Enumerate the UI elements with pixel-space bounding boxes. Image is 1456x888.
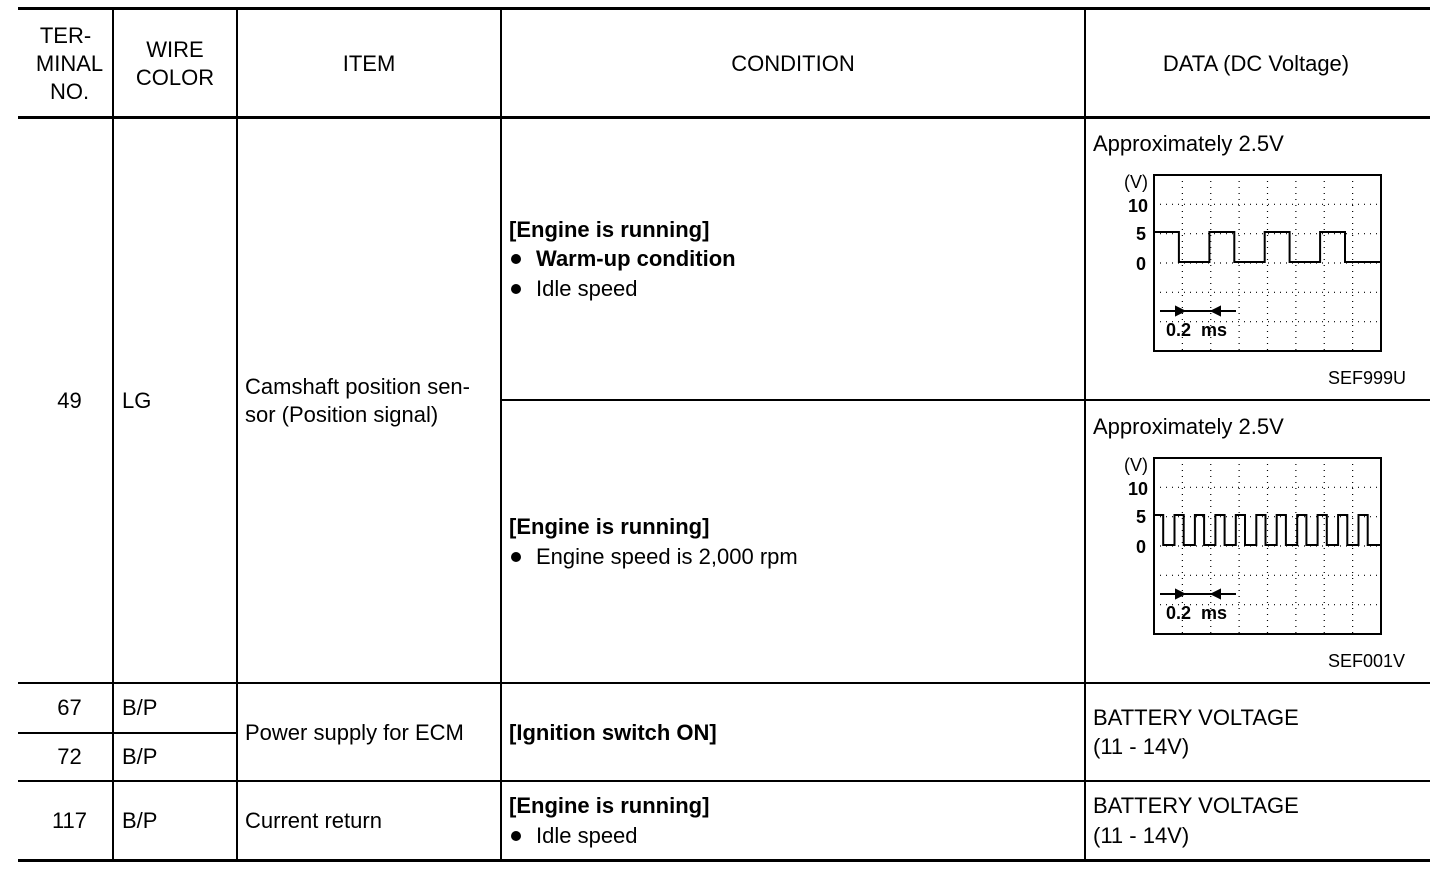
condition-heading: [Engine is running] [509,514,710,539]
oscilloscope-waveform [1110,170,1390,360]
figure-code: SEF999U [1328,368,1407,388]
wire-72: B/P [122,744,158,769]
row72-bottom-rule [18,780,1430,782]
data-text: Approximately 2.5V [1093,414,1284,439]
scope-tick-0: 0 [1136,254,1147,274]
scope-tick-0: 0 [1136,537,1147,557]
oscilloscope-waveform [1110,453,1390,643]
scope-tick-5: 5 [1136,507,1147,527]
scope-tick-5: 5 [1136,224,1147,244]
scope-time-label: 0.2 ms [1166,320,1228,340]
condition-bullet: Idle speed [536,276,638,301]
wire-67: B/P [122,695,158,720]
col-rule-3 [500,8,502,861]
scope-tick-10: 10 [1128,479,1149,499]
scope-unit-label: (V) [1124,455,1148,475]
item-current-return: Current return [245,808,382,833]
scope-unit-label: (V) [1124,172,1148,192]
condition-heading: [Engine is running] [509,793,710,818]
header-item: ITEM [342,51,396,76]
wire-49: LG [122,388,152,413]
time-scale-arrow [1160,307,1236,315]
header-wire-line2: COLOR [135,65,215,90]
bullet-icon [511,254,521,264]
row49-bottom-rule [18,682,1430,684]
time-scale-arrow [1160,590,1236,598]
header-terminal-line1: TER- [39,23,92,48]
header-data: DATA (DC Voltage) [1162,51,1350,76]
condition-bullet: Idle speed [536,823,638,848]
condition-bullet: Engine speed is 2,000 rpm [536,544,798,569]
data-line1: BATTERY VOLTAGE [1093,705,1299,730]
bullet-icon [511,831,521,841]
scope-tick-10: 10 [1128,196,1149,216]
terminal-117: 117 [51,808,88,833]
row49-split-rule [501,399,1430,401]
bullet-icon [511,284,521,294]
terminal-67: 67 [57,695,82,720]
header-wire-line1: WIRE [146,37,204,62]
condition-bullet: Warm-up condition [536,246,736,271]
terminal-49: 49 [57,388,82,413]
item-49-line1: Camshaft position sen- [245,374,470,399]
wire-117: B/P [122,808,158,833]
data-line2: (11 - 14V) [1093,823,1190,848]
item-49-line2: sor (Position signal) [245,402,439,427]
figure-code: SEF001V [1328,651,1406,671]
data-text: Approximately 2.5V [1093,131,1284,156]
header-bottom-rule [18,116,1430,119]
col-rule-4 [1084,8,1086,861]
header-condition: CONDITION [731,51,855,76]
col-rule-2 [236,8,238,861]
data-line1: BATTERY VOLTAGE [1093,793,1299,818]
item-power-supply: Power supply for ECM [245,720,464,745]
bullet-icon [511,552,521,562]
col-rule-1 [112,8,114,861]
row67-split-rule [18,732,236,734]
terminal-72: 72 [57,744,82,769]
header-terminal-line3: NO. [49,79,90,104]
header-terminal-line2: MINAL [35,51,104,76]
table-bottom-rule [18,859,1430,862]
scope-time-label: 0.2 ms [1166,603,1228,623]
condition-heading: [Ignition switch ON] [509,720,717,745]
data-line2: (11 - 14V) [1093,734,1190,759]
table-top-rule [18,7,1430,10]
condition-heading: [Engine is running] [509,217,710,242]
